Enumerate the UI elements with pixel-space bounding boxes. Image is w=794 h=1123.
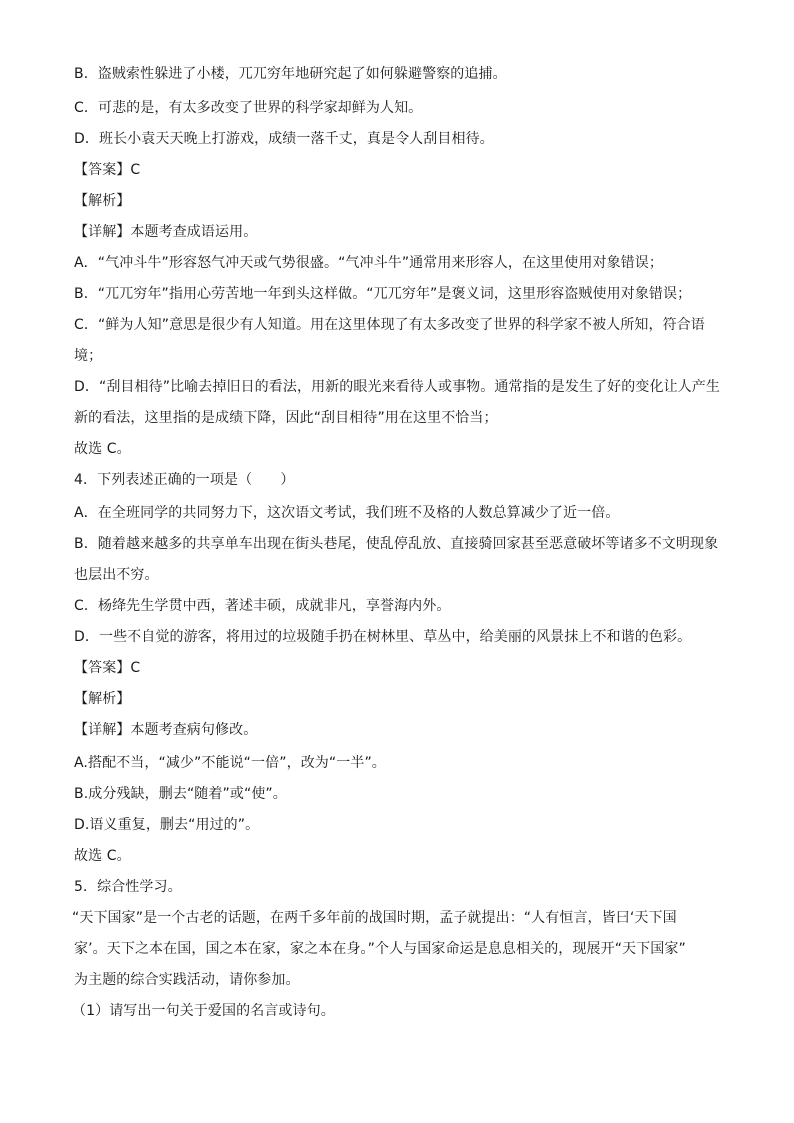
q3-explain-d-line1: D．“刮目相待”比喻去掉旧日的看法，用新的眼光来看待人或事物。通常指的是发生了好的变化让人产生	[74, 379, 720, 395]
q3-detail: 【详解】本题考查成语运用。	[74, 224, 258, 240]
q5-intro-line2: 家’。天下之本在国，国之本在家，家之本在身。”个人与国家命运是息息相关的，现展开“天下国家”	[74, 941, 686, 957]
q4-explain-b: B.成分残缺，删去“随着”或“使”。	[74, 786, 287, 802]
q5-sub1: （1）请写出一句关于爱国的名言或诗句。	[72, 1003, 335, 1019]
q4-question: 4．下列表述正确的一项是（ ）	[74, 472, 295, 488]
q4-option-d: D．一些不自觉的游客，将用过的垃圾随手扔在树林里、草丛中，给美丽的风景抹上不和谐的色彩。	[74, 629, 692, 645]
q4-explain-a: A.搭配不当，“减少”不能说“一倍”，改为“一半”。	[74, 755, 386, 771]
q4-option-b-line1: B．随着越来越多的共享单车出现在街头巷尾，使乱停乱放、直接骑回家甚至恶意破坏等诸多不文明现象	[74, 536, 719, 552]
q4-answer: 【答案】C	[74, 660, 141, 676]
q3-conclusion: 故选 C。	[74, 441, 131, 457]
q3-explain-a: A．“气冲斗牛”形容怒气冲天或气势很盛。“气冲斗牛”通常用来形容人，在这里使用对象错误；	[74, 255, 663, 271]
q3-option-c: C．可悲的是，有太多改变了世界的科学家却鲜为人知。	[74, 100, 423, 116]
q4-option-c: C．杨绛先生学贯中西，著述丰硕，成就非凡，享誉海内外。	[74, 598, 451, 614]
q4-conclusion: 故选 C。	[74, 848, 131, 864]
q4-analysis-label: 【解析】	[74, 691, 131, 707]
q3-option-d: D．班长小袁天天晚上打游戏，成绩一落千丈，真是令人刮目相待。	[74, 131, 494, 147]
q3-explain-d-line2: 新的看法，这里指的是成绩下降，因此“刮目相待”用在这里不恰当；	[74, 410, 498, 426]
q5-intro-line1: “天下国家”是一个古老的话题，在两千多年前的战国时期，孟子就提出：“人有恒言，皆曰‘天下国	[72, 910, 677, 926]
q3-analysis-label: 【解析】	[74, 193, 131, 209]
q5-title: 5．综合性学习。	[74, 879, 182, 895]
q5-intro-line3: 为主题的综合实践活动，请你参加。	[74, 972, 300, 988]
q4-explain-d: D.语义重复，删去“用过的”。	[74, 817, 260, 833]
q3-option-b: B．盗贼索性躲进了小楼，兀兀穷年地研究起了如何躲避警察的追捕。	[74, 66, 507, 82]
q3-answer: 【答案】C	[74, 162, 141, 178]
q4-option-a: A．在全班同学的共同努力下，这次语文考试，我们班不及格的人数总算减少了近一倍。	[74, 505, 620, 521]
q4-detail: 【详解】本题考查病句修改。	[74, 722, 258, 738]
q3-explain-c-line1: C．“鲜为人知”意思是很少有人知道。用在这里体现了有太多改变了世界的科学家不被人所知，符合语	[74, 317, 705, 333]
q3-explain-c-line2: 境；	[74, 348, 103, 364]
q4-option-b-line2: 也层出不穷。	[74, 567, 159, 583]
q3-explain-b: B．“兀兀穷年”指用心劳苦地一年到头这样做。“兀兀穷年”是褒义词，这里形容盗贼使用对象错误；	[74, 286, 692, 302]
